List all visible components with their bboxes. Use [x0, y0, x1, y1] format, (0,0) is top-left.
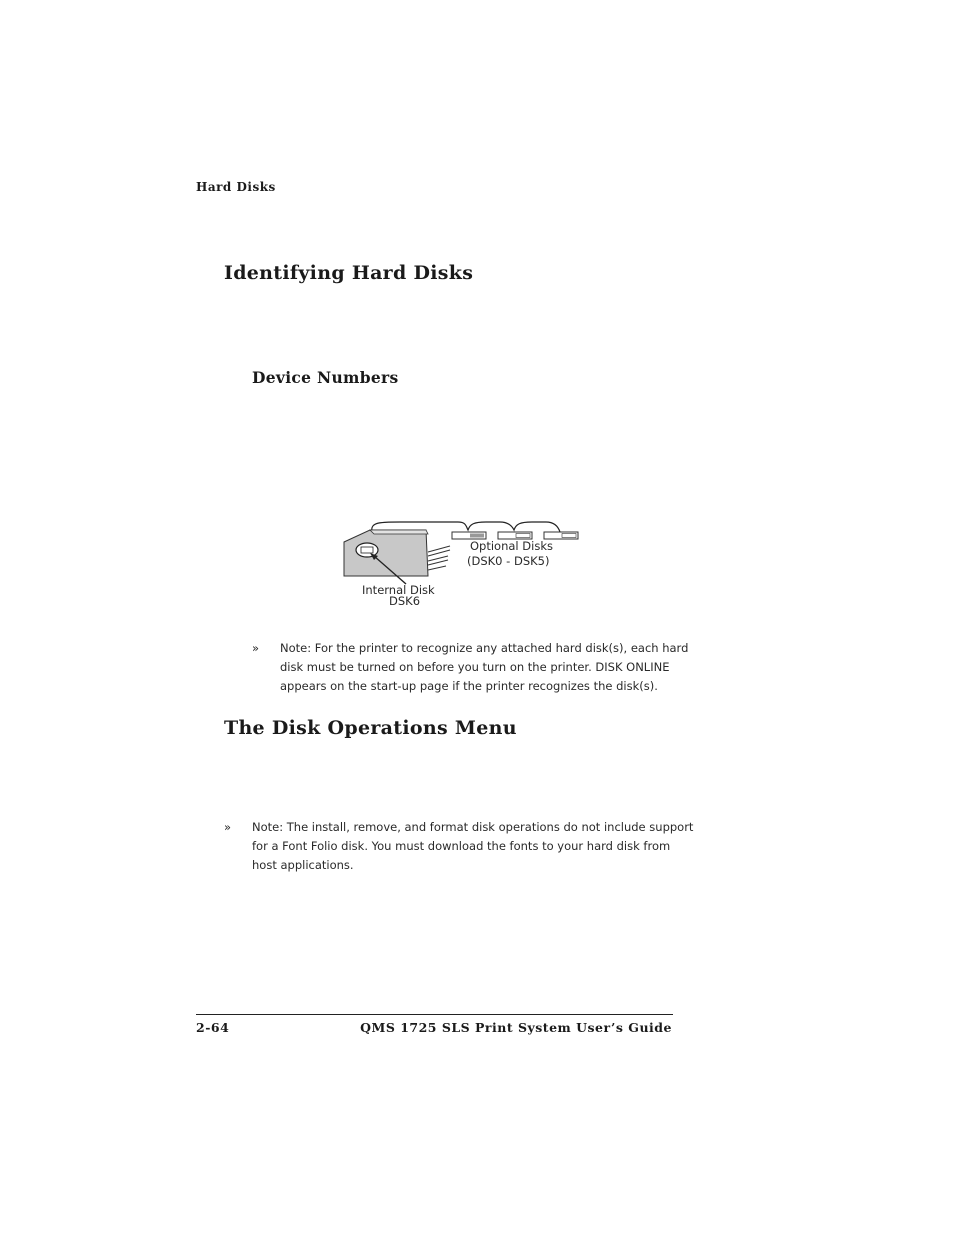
section-title-identifying-hard-disks: Identifying Hard Disks — [224, 262, 474, 284]
printer-top — [370, 530, 428, 534]
note-marker: » — [252, 641, 260, 655]
internal-disk-number-label: DSK6 — [389, 594, 421, 608]
book-title: QMS 1725 SLS Print System User’s Guide — [360, 1020, 672, 1035]
footer-rule — [196, 1014, 673, 1015]
note-disk-power-on — [252, 639, 732, 696]
section-title-disk-operations-menu: The Disk Operations Menu — [224, 717, 517, 739]
note-line: appears on the start-up page if the printer recognizes the disk(s). — [280, 679, 658, 693]
optional-disks-range-label: (DSK0 - DSK5) — [467, 554, 550, 568]
subsection-title-device-numbers: Device Numbers — [252, 368, 399, 387]
page-number: 2-64 — [196, 1020, 230, 1035]
note-line: disk must be turned on before you turn on the printer. DISK ONLINE — [280, 660, 670, 674]
note-marker: » — [224, 820, 232, 834]
note-line: host applications. — [252, 858, 354, 872]
note-line: Note: The install, remove, and format disk operations do not include support — [252, 820, 694, 834]
optional-disks-label: Optional Disks — [470, 539, 553, 553]
note-line: for a Font Folio disk. You must download the fonts to your hard disk from — [252, 839, 671, 853]
running-head: Hard Disks — [196, 180, 276, 194]
internal-disk-label: Internal Disk — [362, 583, 435, 597]
paper-tray-3 — [428, 566, 446, 570]
note-font-folio — [224, 818, 734, 875]
note-line: Note: For the printer to recognize any attached hard disk(s), each hard — [280, 641, 689, 655]
